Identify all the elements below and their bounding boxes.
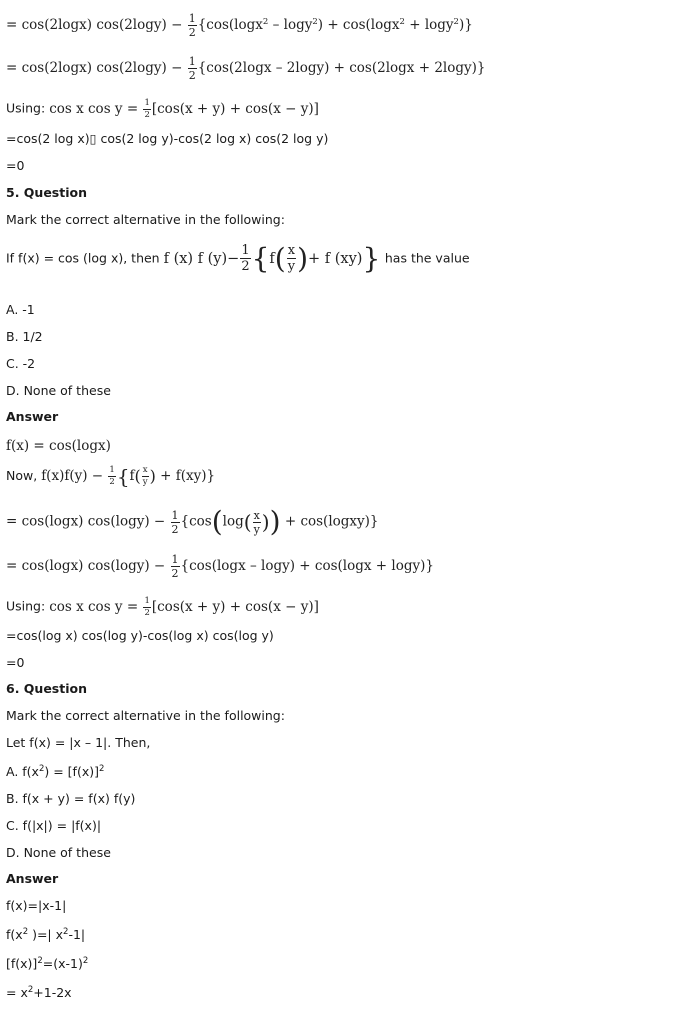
q5-instruction: Mark the correct alternative in the following:: [6, 212, 285, 227]
fraction-half: $\frac{1}{2}$: [144, 98, 150, 120]
q6-option-c[interactable]: C. f(|x|) = |f(x)|: [6, 818, 102, 833]
q5-option-c[interactable]: C. -2: [6, 356, 36, 371]
q5-stem-expression: f (x) f (y)− $\frac{1}{2}$ {f( $\frac{x}{y}$ )+ f (xy)}: [163, 241, 381, 275]
q6-sol-line-2: $f(x^2$ )=| $x^2-1|$: [6, 927, 86, 942]
fraction-half: $\frac{1}{2}$: [109, 465, 115, 487]
q5-sol-line-6: =0: [6, 655, 25, 670]
q5-sol-line-3: = cos(logx) cos(logy) − $\frac{1}{2}$ {cos(log( $\frac{x}{y}$ )) + cos(logxy)}: [6, 505, 379, 538]
prev-sol-line-4: =0: [6, 158, 25, 173]
q5-sol-using-line: Using: cos x cos y = $\frac{1}{2}$ [cos(x + y) + cos(x − y)]: [6, 596, 319, 618]
q5-title: 5. Question: [6, 185, 87, 200]
fraction-x-over-y: $\frac{x}{y}$: [142, 465, 148, 487]
fraction-half: $\frac{1}{2}$: [188, 55, 196, 82]
fraction-x-over-y: $\frac{x}{y}$: [287, 243, 296, 274]
fraction-half: $\frac{1}{2}$: [188, 12, 196, 39]
q5-option-d[interactable]: D. None of these: [6, 383, 111, 398]
q5-answer-label: Answer: [6, 409, 59, 424]
q5-stem: If f(x) = cos (log x), then f (x) f (y)− $\frac{1}{2}$ {f( $\frac{x}{y}$ )+ f (xy)} has the value: [6, 241, 470, 275]
q6-option-d[interactable]: D. None of these: [6, 845, 111, 860]
q6-stem: Let f(x) = |x – 1|. Then,: [6, 735, 151, 750]
q5-option-a[interactable]: A. -1: [6, 302, 35, 317]
prev-sol-line-2: = cos(2logx) cos(2logy) − $\frac{1}{2}$ {cos(2logx – 2logy) + cos(2logx + 2logy)}: [6, 55, 486, 82]
q6-title: 6. Question: [6, 681, 87, 696]
q6-instruction: Mark the correct alternative in the following:: [6, 708, 285, 723]
fraction-half: $\frac{1}{2}$: [171, 553, 179, 580]
q5-option-b[interactable]: B. 1/2: [6, 329, 43, 344]
q5-sol-line-1: f(x) = cos(logx): [6, 438, 111, 454]
fraction-x-over-y: $\frac{x}{y}$: [253, 508, 260, 536]
q5-sol-line-4: = cos(logx) cos(logy) − $\frac{1}{2}$ {cos(logx – logy) + cos(logx + logy)}: [6, 553, 434, 580]
fraction-half: $\frac{1}{2}$: [144, 596, 150, 618]
prev-sol-line-3: =cos(2 log x)▯ cos(2 log y)-cos(2 log x) cos(2 log y): [6, 131, 329, 146]
fraction-half: $\frac{1}{2}$: [241, 243, 250, 274]
q6-sol-line-1: f(x)=|x-1|: [6, 898, 67, 913]
q5-sol-line-2: Now, f(x)f(y) − $\frac{1}{2}$ {f( $\frac{x}{y}$ ) + f(xy)}: [6, 464, 216, 488]
q6-sol-line-3: $[f(x)]^2=(x-1)^2$: [6, 956, 89, 971]
q6-answer-label: Answer: [6, 871, 59, 886]
prev-sol-line-1: = cos(2logx) cos(2logy) − $\frac{1}{2}$ {cos(logx$^2$ – logy$^2$) + cos(logx$^2$ + logy$^2$)}: [6, 12, 473, 39]
fraction-half: $\frac{1}{2}$: [171, 508, 179, 536]
q6-option-b[interactable]: B. f(x + y) = f(x) f(y): [6, 791, 136, 806]
prev-sol-using-line: Using: cos x cos y = $\frac{1}{2}$ [cos(x + y) + cos(x − y)]: [6, 98, 319, 120]
q5-sol-line-5: =cos(log x) cos(log y)-cos(log x) cos(log y): [6, 628, 274, 643]
q6-option-a[interactable]: A. $f(x^2) = [f(x)]^2$: [6, 764, 105, 779]
q6-sol-line-4: = $x^2+1-2x$: [6, 985, 72, 1000]
